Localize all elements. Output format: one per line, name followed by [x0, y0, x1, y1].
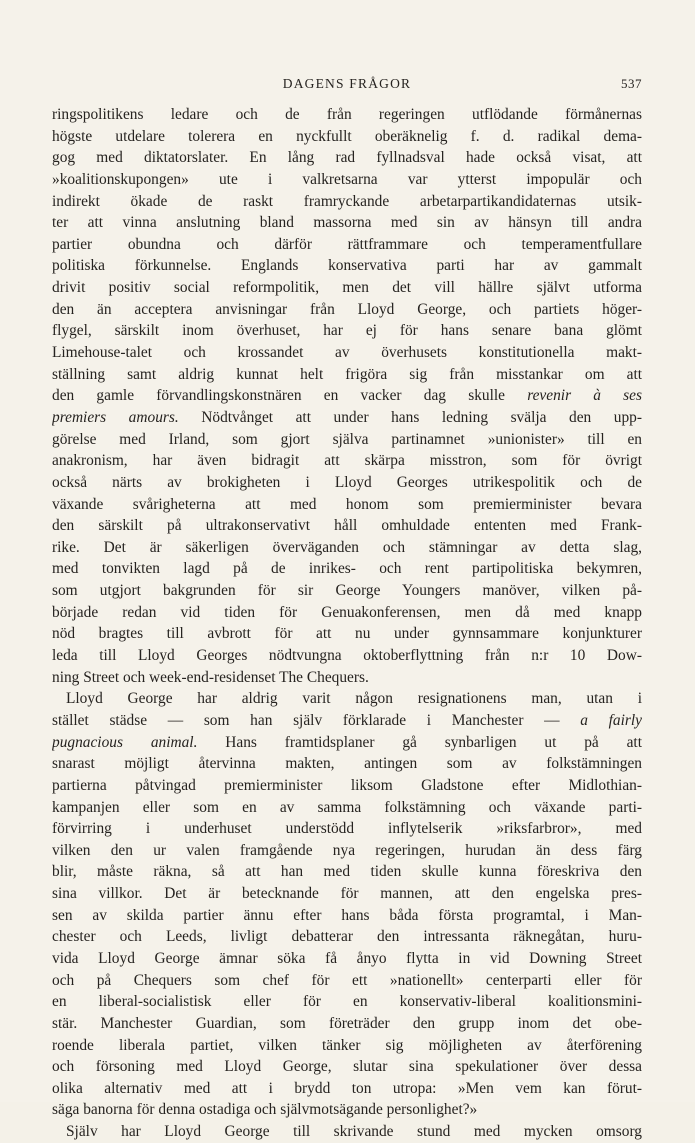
text-line: »koalitionskupongen» ute i valkretsarna var ytterst impopulär och	[52, 170, 642, 188]
text-line: drivit positiv social reformpolitik, men det vill hällre självt utforma	[52, 279, 642, 297]
text-line: som utgjort bakgrunden för sir George Youngers manöver, vilken på-	[52, 582, 642, 600]
text-line: gog med diktatorslater. En lång rad fyllnadsval hade också visat, att	[52, 149, 642, 167]
text-line-paragraph-start: Lloyd George har aldrig varit någon resignationens man, utan i	[66, 690, 642, 708]
text-line-paragraph-start: Själv har Lloyd George till skrivande stund med mycken omsorg	[66, 1123, 642, 1141]
text-line: partier obundna och därför rättframmare och temperamentfullare	[52, 235, 642, 253]
text-line: högste utdelare tolerera en nyckfullt oberäknelig f. d. radikal dema-	[52, 127, 642, 145]
text-line: började redan vid tiden för Genuakonferensen, men då med knapp	[52, 603, 642, 621]
text-line: växande svårigheterna att med honom som premierminister bevara	[52, 495, 642, 513]
text-line: sen av skilda partier ännu efter hans båda första programtal, i Man-	[52, 906, 642, 924]
text-line-paragraph-end: säga banorna för denna ostadiga och självmotsägande personlighet?»	[52, 1101, 478, 1119]
text-line: rike. Det är säkerligen överväganden och stämningar av detta slag,	[52, 538, 642, 556]
text-line: nöd bragtes till avbrott för att nu under gynnsammare konjunkturer	[52, 625, 642, 643]
text-line: pugnacious animal. Hans framtidsplaner gå synbarligen ut på att	[52, 733, 642, 751]
page-number: 537	[621, 76, 642, 91]
running-head: DAGENS FRÅGOR	[282, 76, 412, 91]
italic-phrase: a fairly	[580, 711, 642, 729]
text-line: den gamle förvandlingskonstnären en vacker dag skulle revenir à ses	[52, 387, 642, 405]
text-line: leda till Lloyd Georges nödtvungna oktoberflyttning från n:r 10 Dow-	[52, 647, 642, 665]
text-line: chester och Leeds, livligt debatterar den intressanta räknegåtan, huru-	[52, 928, 642, 946]
text-line: stär. Manchester Guardian, som företräder den grupp inom det obe-	[52, 1014, 642, 1032]
text-line: olika alternativ med att i brydd ton utropa: »Men vem kan förut-	[52, 1079, 642, 1097]
text-line: anakronism, har även bidragit att skärpa misstron, som för övrigt	[52, 452, 642, 470]
text-line: vilken den ur valen framgående nya regeringen, hurudan än dess färg	[52, 841, 642, 859]
text-line: och på Chequers som chef för ett »nationellt» centerparti eller för	[52, 971, 642, 989]
text-line: ter att vinna anslutning bland massorna med sin av hänsyn till andra	[52, 214, 642, 232]
text-line: också närts av brokigheten i Lloyd Georges utrikespolitik och de	[52, 473, 642, 491]
text-line: den än acceptera anvisningar från Lloyd George, och partiets höger-	[52, 300, 642, 318]
text-line: med tonvikten lagd på de inrikes- och rent partipolitiska bekymren,	[52, 560, 642, 578]
text-line: och försoning med Lloyd George, slutar sina spekulationer över dessa	[52, 1058, 642, 1076]
text-line: en liberal-socialistisk eller för en konservativ-liberal koalitionsmini-	[52, 993, 642, 1011]
text-line: blir, måste räkna, så att han med tiden skulle kunna föreskriva den	[52, 863, 642, 881]
text-line: roende liberala partiet, vilken tänker sig möjligheten av återförening	[52, 1036, 642, 1054]
italic-phrase: pugnacious animal.	[52, 733, 198, 751]
text-line: sina villkor. Det är betecknande för mannen, att den engelska pres-	[52, 885, 642, 903]
text-line: politiska förkunnelse. Englands konservativa parti har av gammalt	[52, 257, 642, 275]
text-line: vida Lloyd George ämnar söka få ånyo flytta in vid Downing Street	[52, 949, 642, 967]
text-line: stället städse — som han själv förklarade i Manchester — a fairly	[52, 711, 642, 729]
text-line: ringspolitikens ledare och de från regeringen utflödande förmånernas	[52, 106, 642, 123]
text-line: indirekt ökade de raskt framryckande arbetarpartikandidaternas utsik-	[52, 192, 642, 210]
text-line: förvirring i underhuset understödd inflytelserik »riksfarbror», med	[52, 820, 642, 838]
italic-phrase: revenir à ses	[527, 387, 642, 405]
text-line: flygel, särskilt inom överhuset, har ej för hans senare bana glömt	[52, 322, 642, 340]
text-line: Limehouse-talet och krossandet av överhusets konstitutionella makt-	[52, 344, 642, 362]
text-line: den särskilt på ultrakonservativt håll omhuldade ententen med Frank-	[52, 517, 642, 535]
italic-phrase: premiers amours.	[52, 408, 179, 426]
text-line: premiers amours. Nödtvånget att under hans ledning svälja den upp-	[52, 408, 642, 426]
body-text	[52, 104, 642, 1143]
text-line: kampanjen eller som en av samma folkstämning och växande parti-	[52, 798, 642, 816]
text-line: görelse med Irland, som gjort själva partinamnet »unionister» till en	[52, 430, 642, 448]
page-header	[52, 76, 642, 98]
text-line: partierna påtvingad premierminister liksom Gladstone efter Midlothian-	[52, 776, 642, 794]
text-line: ställning samt aldrig kunnat helt frigöra sig från misstankar om att	[52, 365, 642, 383]
text-line: snarast möjligt återvinna makten, antingen som av folkstämningen	[52, 755, 642, 773]
text-line-paragraph-end: ning Street och week-end-residenset The Chequers.	[52, 668, 369, 686]
